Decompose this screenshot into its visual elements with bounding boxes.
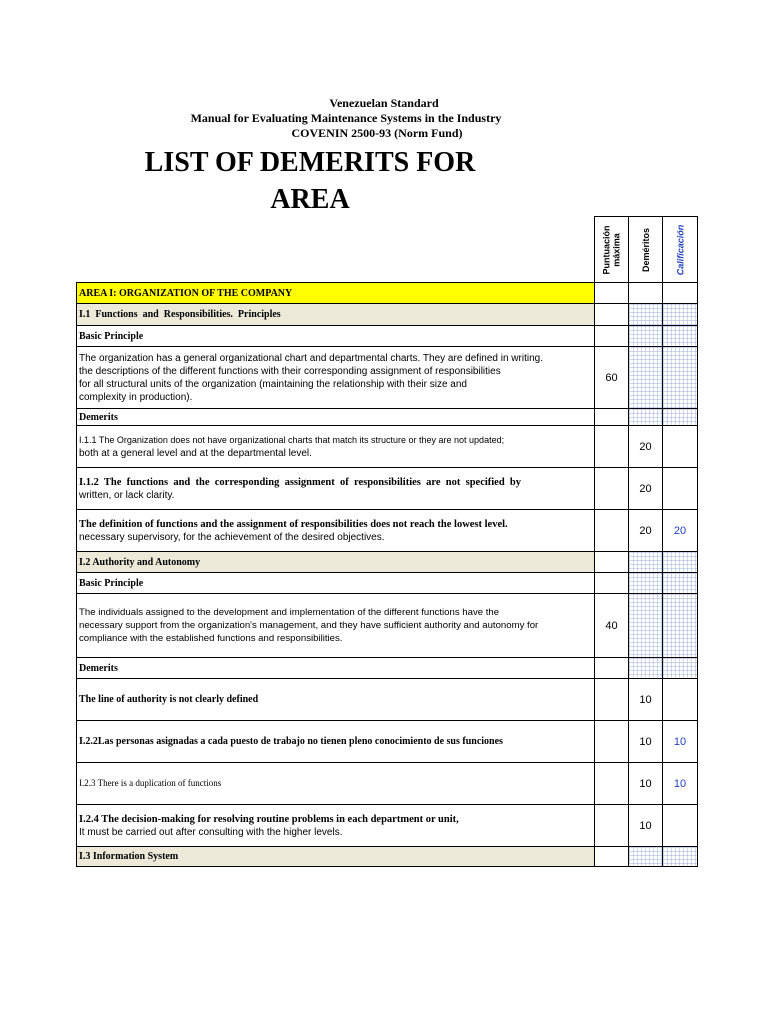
principle-text: The organization has a general organizational chart and departmental charts. They are defined in writing. the descriptions of the different functions with their corresponding assignment of responsibilities for all structural units of the organization (maintaining the relationship with their size and complexity in production).: [76, 347, 594, 408]
column-header-rating: Calificación: [662, 216, 698, 282]
max-score-cell: [594, 426, 628, 467]
rating-cell: 10: [662, 721, 698, 762]
table-row: [76, 346, 698, 408]
rating-cell: [662, 468, 698, 509]
rating-cell: [662, 594, 698, 657]
rating-cell: [662, 426, 698, 467]
table-row: [76, 678, 698, 720]
demerit-text: The definition of functions and the assignment of responsibilities does not reach the lowest level. necessary supervisory, for the achievement of the desired objectives.: [76, 510, 594, 551]
rating-cell: [662, 409, 698, 425]
max-score-cell: [594, 409, 628, 425]
max-score-cell: [594, 721, 628, 762]
demerit-cell: [628, 658, 662, 678]
rating-cell: [662, 552, 698, 572]
max-score-cell: [594, 304, 628, 325]
row-label: Demerits: [76, 658, 594, 678]
demerit-cell: 10: [628, 763, 662, 804]
rating-cell: [662, 573, 698, 593]
demerit-cell: [628, 347, 662, 408]
section-title: I.1 Functions and Responsibilities. Principles: [76, 304, 594, 325]
table-row: [76, 762, 698, 804]
max-score-cell: [594, 468, 628, 509]
covenin-heading: COVENIN 2500-93 (Norm Fund): [291, 126, 463, 140]
demerit-cell: [628, 847, 662, 866]
table-row: [76, 325, 698, 346]
max-score-cell: [594, 573, 628, 593]
demerit-cell: [628, 409, 662, 425]
table-row: [76, 593, 698, 657]
demerits-table: [76, 282, 698, 867]
max-score-cell: [594, 805, 628, 846]
table-row: [76, 572, 698, 593]
demerit-cell: 10: [628, 679, 662, 720]
column-header-demerits: Deméritos: [628, 216, 662, 282]
table-row: [76, 282, 698, 303]
rating-cell: [662, 679, 698, 720]
demerit-text: I.1.1 The Organization does not have organizational charts that match its structure or they are not updated; both at a general level and at the departmental level.: [76, 426, 594, 467]
demerit-text: I.2.3 There is a duplication of functions: [76, 763, 594, 804]
max-score-cell: [594, 283, 628, 303]
demerit-cell: [628, 304, 662, 325]
max-score-cell: [594, 763, 628, 804]
rating-cell: 10: [662, 763, 698, 804]
table-row: [76, 657, 698, 678]
max-score-cell: 40: [594, 594, 628, 657]
max-score-cell: [594, 679, 628, 720]
table-row: [76, 551, 698, 572]
principle-text: The individuals assigned to the development and implementation of the different functions have the necessary support from the organization's management, and they have sufficient authority and autonomy for compliance with the established functions and responsibilities.: [76, 594, 594, 657]
demerit-cell: 20: [628, 426, 662, 467]
demerit-cell: [628, 573, 662, 593]
column-header-max-score: Puntuación máxima: [594, 216, 628, 282]
section-title: I.2 Authority and Autonomy: [76, 552, 594, 572]
table-row: [76, 467, 698, 509]
rating-cell: [662, 304, 698, 325]
row-label: Basic Principle: [76, 573, 594, 593]
table-row: [76, 720, 698, 762]
table-row: [76, 846, 698, 867]
demerit-text: I.2.2Las personas asignadas a cada puesto de trabajo no tienen pleno conocimiento de sus funciones: [76, 721, 594, 762]
rating-cell: 20: [662, 510, 698, 551]
demerit-text: I.2.4 The decision-making for resolving routine problems in each department or unit, It must be carried out after consulting with the higher levels.: [76, 805, 594, 846]
row-label: Demerits: [76, 409, 594, 425]
rating-cell: [662, 847, 698, 866]
demerit-cell: [628, 326, 662, 346]
rating-cell: [662, 805, 698, 846]
demerit-text: I.1.2 The functions and the corresponding assignment of responsibilities are not specified by written, or lack clarity.: [76, 468, 594, 509]
manual-heading: Manual for Evaluating Maintenance Systems in the Industry: [190, 111, 502, 125]
demerit-cell: 20: [628, 468, 662, 509]
table-row: [76, 425, 698, 467]
table-row: [76, 509, 698, 551]
section-title: I.3 Information System: [76, 847, 594, 866]
max-score-cell: [594, 326, 628, 346]
demerit-cell: [628, 552, 662, 572]
standard-heading: Venezuelan Standard: [329, 96, 439, 110]
demerit-text: The line of authority is not clearly defined: [76, 679, 594, 720]
max-score-cell: [594, 510, 628, 551]
max-score-cell: [594, 552, 628, 572]
demerit-cell: [628, 283, 662, 303]
area-title: AREA I: ORGANIZATION OF THE COMPANY: [76, 283, 594, 303]
demerit-cell: 10: [628, 721, 662, 762]
max-score-cell: [594, 847, 628, 866]
row-label: Basic Principle: [76, 326, 594, 346]
demerit-cell: 20: [628, 510, 662, 551]
max-score-cell: 60: [594, 347, 628, 408]
rating-cell: [662, 283, 698, 303]
page-title: LIST OF DEMERITS FOR AREA: [144, 147, 476, 215]
table-row: [76, 408, 698, 425]
table-row: [76, 804, 698, 846]
rating-cell: [662, 347, 698, 408]
rating-cell: [662, 326, 698, 346]
rating-cell: [662, 658, 698, 678]
max-score-cell: [594, 658, 628, 678]
demerit-cell: [628, 594, 662, 657]
demerit-cell: 10: [628, 805, 662, 846]
table-row: [76, 303, 698, 325]
